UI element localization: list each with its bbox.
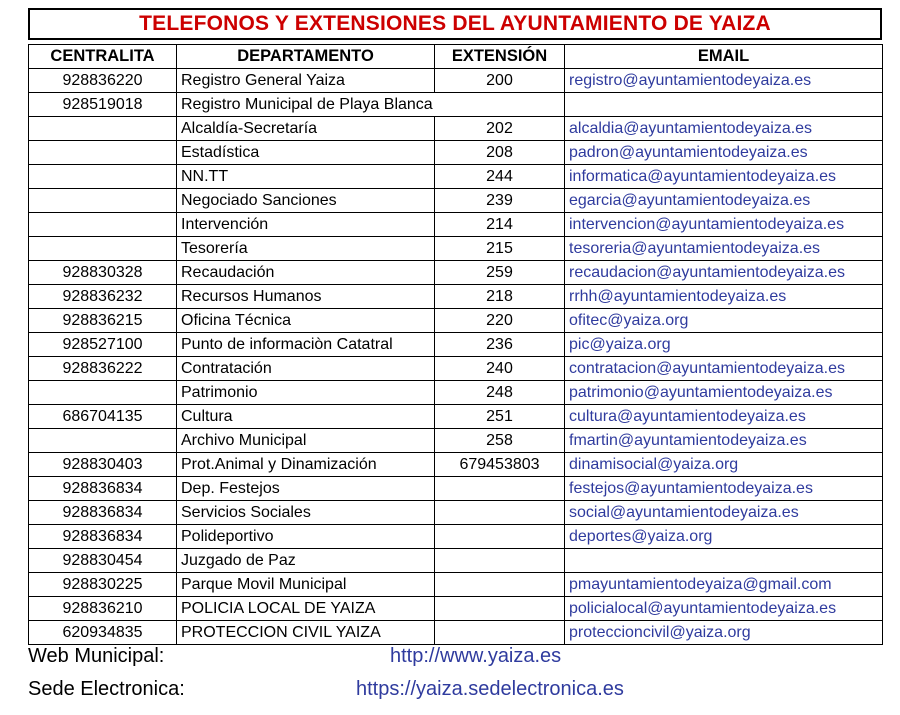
cell-departamento: Parque Movil Municipal xyxy=(177,573,435,597)
cell-extension xyxy=(435,549,565,573)
cell-email[interactable]: contratacion@ayuntamientodeyaiza.es xyxy=(565,357,883,381)
cell-centralita: 928836834 xyxy=(29,477,177,501)
cell-centralita: 928830454 xyxy=(29,549,177,573)
cell-departamento: POLICIA LOCAL DE YAIZA xyxy=(177,597,435,621)
cell-centralita: 928830328 xyxy=(29,261,177,285)
cell-email[interactable]: pic@yaiza.org xyxy=(565,333,883,357)
column-header-departamento: DEPARTAMENTO xyxy=(177,45,435,69)
table-row xyxy=(29,573,883,597)
cell-extension: 202 xyxy=(435,117,565,141)
cell-centralita xyxy=(29,141,177,165)
cell-email[interactable]: egarcia@ayuntamientodeyaiza.es xyxy=(565,189,883,213)
cell-departamento: Juzgado de Paz xyxy=(177,549,435,573)
cell-extension: 251 xyxy=(435,405,565,429)
cell-departamento: Negociado Sanciones xyxy=(177,189,435,213)
cell-email[interactable]: patrimonio@ayuntamientodeyaiza.es xyxy=(565,381,883,405)
table-row xyxy=(29,309,883,333)
cell-email[interactable]: registro@ayuntamientodeyaiza.es xyxy=(565,69,883,93)
document-title-bar xyxy=(28,8,882,40)
cell-departamento: Recursos Humanos xyxy=(177,285,435,309)
cell-email[interactable]: deportes@yaiza.org xyxy=(565,525,883,549)
cell-email[interactable]: informatica@ayuntamientodeyaiza.es xyxy=(565,165,883,189)
cell-extension: 214 xyxy=(435,213,565,237)
cell-extension: 259 xyxy=(435,261,565,285)
cell-centralita: 928836220 xyxy=(29,69,177,93)
table-row xyxy=(29,165,883,189)
cell-email[interactable]: social@ayuntamientodeyaiza.es xyxy=(565,501,883,525)
cell-departamento: PROTECCION CIVIL YAIZA xyxy=(177,621,435,645)
cell-extension: 244 xyxy=(435,165,565,189)
cell-email[interactable]: proteccioncivil@yaiza.org xyxy=(565,621,883,645)
web-municipal-link[interactable]: http://www.yaiza.es xyxy=(390,645,562,667)
cell-centralita: 928836834 xyxy=(29,501,177,525)
cell-centralita xyxy=(29,381,177,405)
table-row xyxy=(29,453,883,477)
cell-extension xyxy=(435,597,565,621)
table-row xyxy=(29,381,883,405)
cell-departamento: Recaudación xyxy=(177,261,435,285)
cell-email[interactable]: fmartin@ayuntamientodeyaiza.es xyxy=(565,429,883,453)
cell-departamento: Archivo Municipal xyxy=(177,429,435,453)
cell-email[interactable]: intervencion@ayuntamientodeyaiza.es xyxy=(565,213,883,237)
table-row xyxy=(29,429,883,453)
cell-centralita: 928836222 xyxy=(29,357,177,381)
cell-extension xyxy=(435,501,565,525)
cell-centralita: 686704135 xyxy=(29,405,177,429)
cell-centralita xyxy=(29,237,177,261)
cell-extension: 218 xyxy=(435,285,565,309)
cell-email[interactable]: rrhh@ayuntamientodeyaiza.es xyxy=(565,285,883,309)
cell-centralita: 928830225 xyxy=(29,573,177,597)
table-row xyxy=(29,501,883,525)
cell-departamento: NN.TT xyxy=(177,165,435,189)
cell-extension xyxy=(435,525,565,549)
cell-extension: 239 xyxy=(435,189,565,213)
phone-directory-table xyxy=(28,44,883,645)
cell-centralita xyxy=(29,189,177,213)
table-row xyxy=(29,621,883,645)
sede-electronica-label: Sede Electronica: xyxy=(28,678,185,700)
table-row xyxy=(29,93,883,117)
cell-departamento: Tesorería xyxy=(177,237,435,261)
page-title: TELEFONOS Y EXTENSIONES DEL AYUNTAMIENTO DE YAIZA xyxy=(139,12,771,35)
cell-departamento: Oficina Técnica xyxy=(177,309,435,333)
cell-departamento: Registro General Yaiza xyxy=(177,69,435,93)
cell-centralita: 928836232 xyxy=(29,285,177,309)
cell-extension: 258 xyxy=(435,429,565,453)
cell-departamento: Dep. Festejos xyxy=(177,477,435,501)
cell-centralita: 928527100 xyxy=(29,333,177,357)
cell-email[interactable]: ofitec@yaiza.org xyxy=(565,309,883,333)
column-header-extension: EXTENSIÓN xyxy=(435,45,565,69)
cell-extension: 236 xyxy=(435,333,565,357)
cell-centralita: 928836834 xyxy=(29,525,177,549)
cell-departamento: Patrimonio xyxy=(177,381,435,405)
footer xyxy=(28,645,882,711)
cell-email[interactable]: dinamisocial@yaiza.org xyxy=(565,453,883,477)
cell-departamento: Contratación xyxy=(177,357,435,381)
table-row xyxy=(29,261,883,285)
cell-centralita xyxy=(29,117,177,141)
cell-departamento: Estadística xyxy=(177,141,435,165)
cell-email[interactable]: pmayuntamientodeyaiza@gmail.com xyxy=(565,573,883,597)
table-header-row xyxy=(29,45,883,69)
web-municipal-label: Web Municipal: xyxy=(28,645,165,667)
cell-extension: 208 xyxy=(435,141,565,165)
table-row xyxy=(29,117,883,141)
cell-extension xyxy=(435,621,565,645)
cell-email xyxy=(565,93,883,117)
table-row xyxy=(29,357,883,381)
column-header-centralita: CENTRALITA xyxy=(29,45,177,69)
table-row xyxy=(29,405,883,429)
cell-departamento: Alcaldía-Secretaría xyxy=(177,117,435,141)
table-row xyxy=(29,549,883,573)
cell-extension: 220 xyxy=(435,309,565,333)
footer-row-sede xyxy=(28,678,882,711)
cell-extension xyxy=(435,477,565,501)
table-row xyxy=(29,285,883,309)
cell-email[interactable]: recaudacion@ayuntamientodeyaiza.es xyxy=(565,261,883,285)
cell-extension: 248 xyxy=(435,381,565,405)
cell-extension: 200 xyxy=(435,69,565,93)
cell-email[interactable]: alcaldia@ayuntamientodeyaiza.es xyxy=(565,117,883,141)
table-row xyxy=(29,141,883,165)
cell-departamento: Cultura xyxy=(177,405,435,429)
sede-electronica-link[interactable]: https://yaiza.sedelectronica.es xyxy=(356,678,624,700)
cell-centralita xyxy=(29,429,177,453)
cell-extension xyxy=(435,573,565,597)
table-row xyxy=(29,477,883,501)
cell-departamento: Prot.Animal y Dinamización xyxy=(177,453,435,477)
cell-email[interactable]: policialocal@ayuntamientodeyaiza.es xyxy=(565,597,883,621)
cell-extension: 215 xyxy=(435,237,565,261)
table-row xyxy=(29,69,883,93)
cell-centralita: 928830403 xyxy=(29,453,177,477)
cell-centralita: 928519018 xyxy=(29,93,177,117)
column-header-email: EMAIL xyxy=(565,45,883,69)
table-row xyxy=(29,597,883,621)
cell-departamento: Intervención xyxy=(177,213,435,237)
cell-departamento: Registro Municipal de Playa Blanca xyxy=(177,93,565,117)
table-row xyxy=(29,213,883,237)
cell-email[interactable]: padron@ayuntamientodeyaiza.es xyxy=(565,141,883,165)
cell-email[interactable]: tesoreria@ayuntamientodeyaiza.es xyxy=(565,237,883,261)
cell-departamento: Polideportivo xyxy=(177,525,435,549)
footer-row-web xyxy=(28,645,882,678)
cell-centralita xyxy=(29,213,177,237)
table-row xyxy=(29,237,883,261)
cell-extension: 240 xyxy=(435,357,565,381)
cell-centralita: 928836215 xyxy=(29,309,177,333)
cell-email[interactable]: festejos@ayuntamientodeyaiza.es xyxy=(565,477,883,501)
cell-centralita: 620934835 xyxy=(29,621,177,645)
table-row xyxy=(29,189,883,213)
cell-centralita: 928836210 xyxy=(29,597,177,621)
table-row xyxy=(29,333,883,357)
cell-departamento: Servicios Sociales xyxy=(177,501,435,525)
cell-email xyxy=(565,549,883,573)
cell-departamento: Punto de informaciòn Catatral xyxy=(177,333,435,357)
table-row xyxy=(29,525,883,549)
cell-centralita xyxy=(29,165,177,189)
cell-email[interactable]: cultura@ayuntamientodeyaiza.es xyxy=(565,405,883,429)
cell-extension: 679453803 xyxy=(435,453,565,477)
